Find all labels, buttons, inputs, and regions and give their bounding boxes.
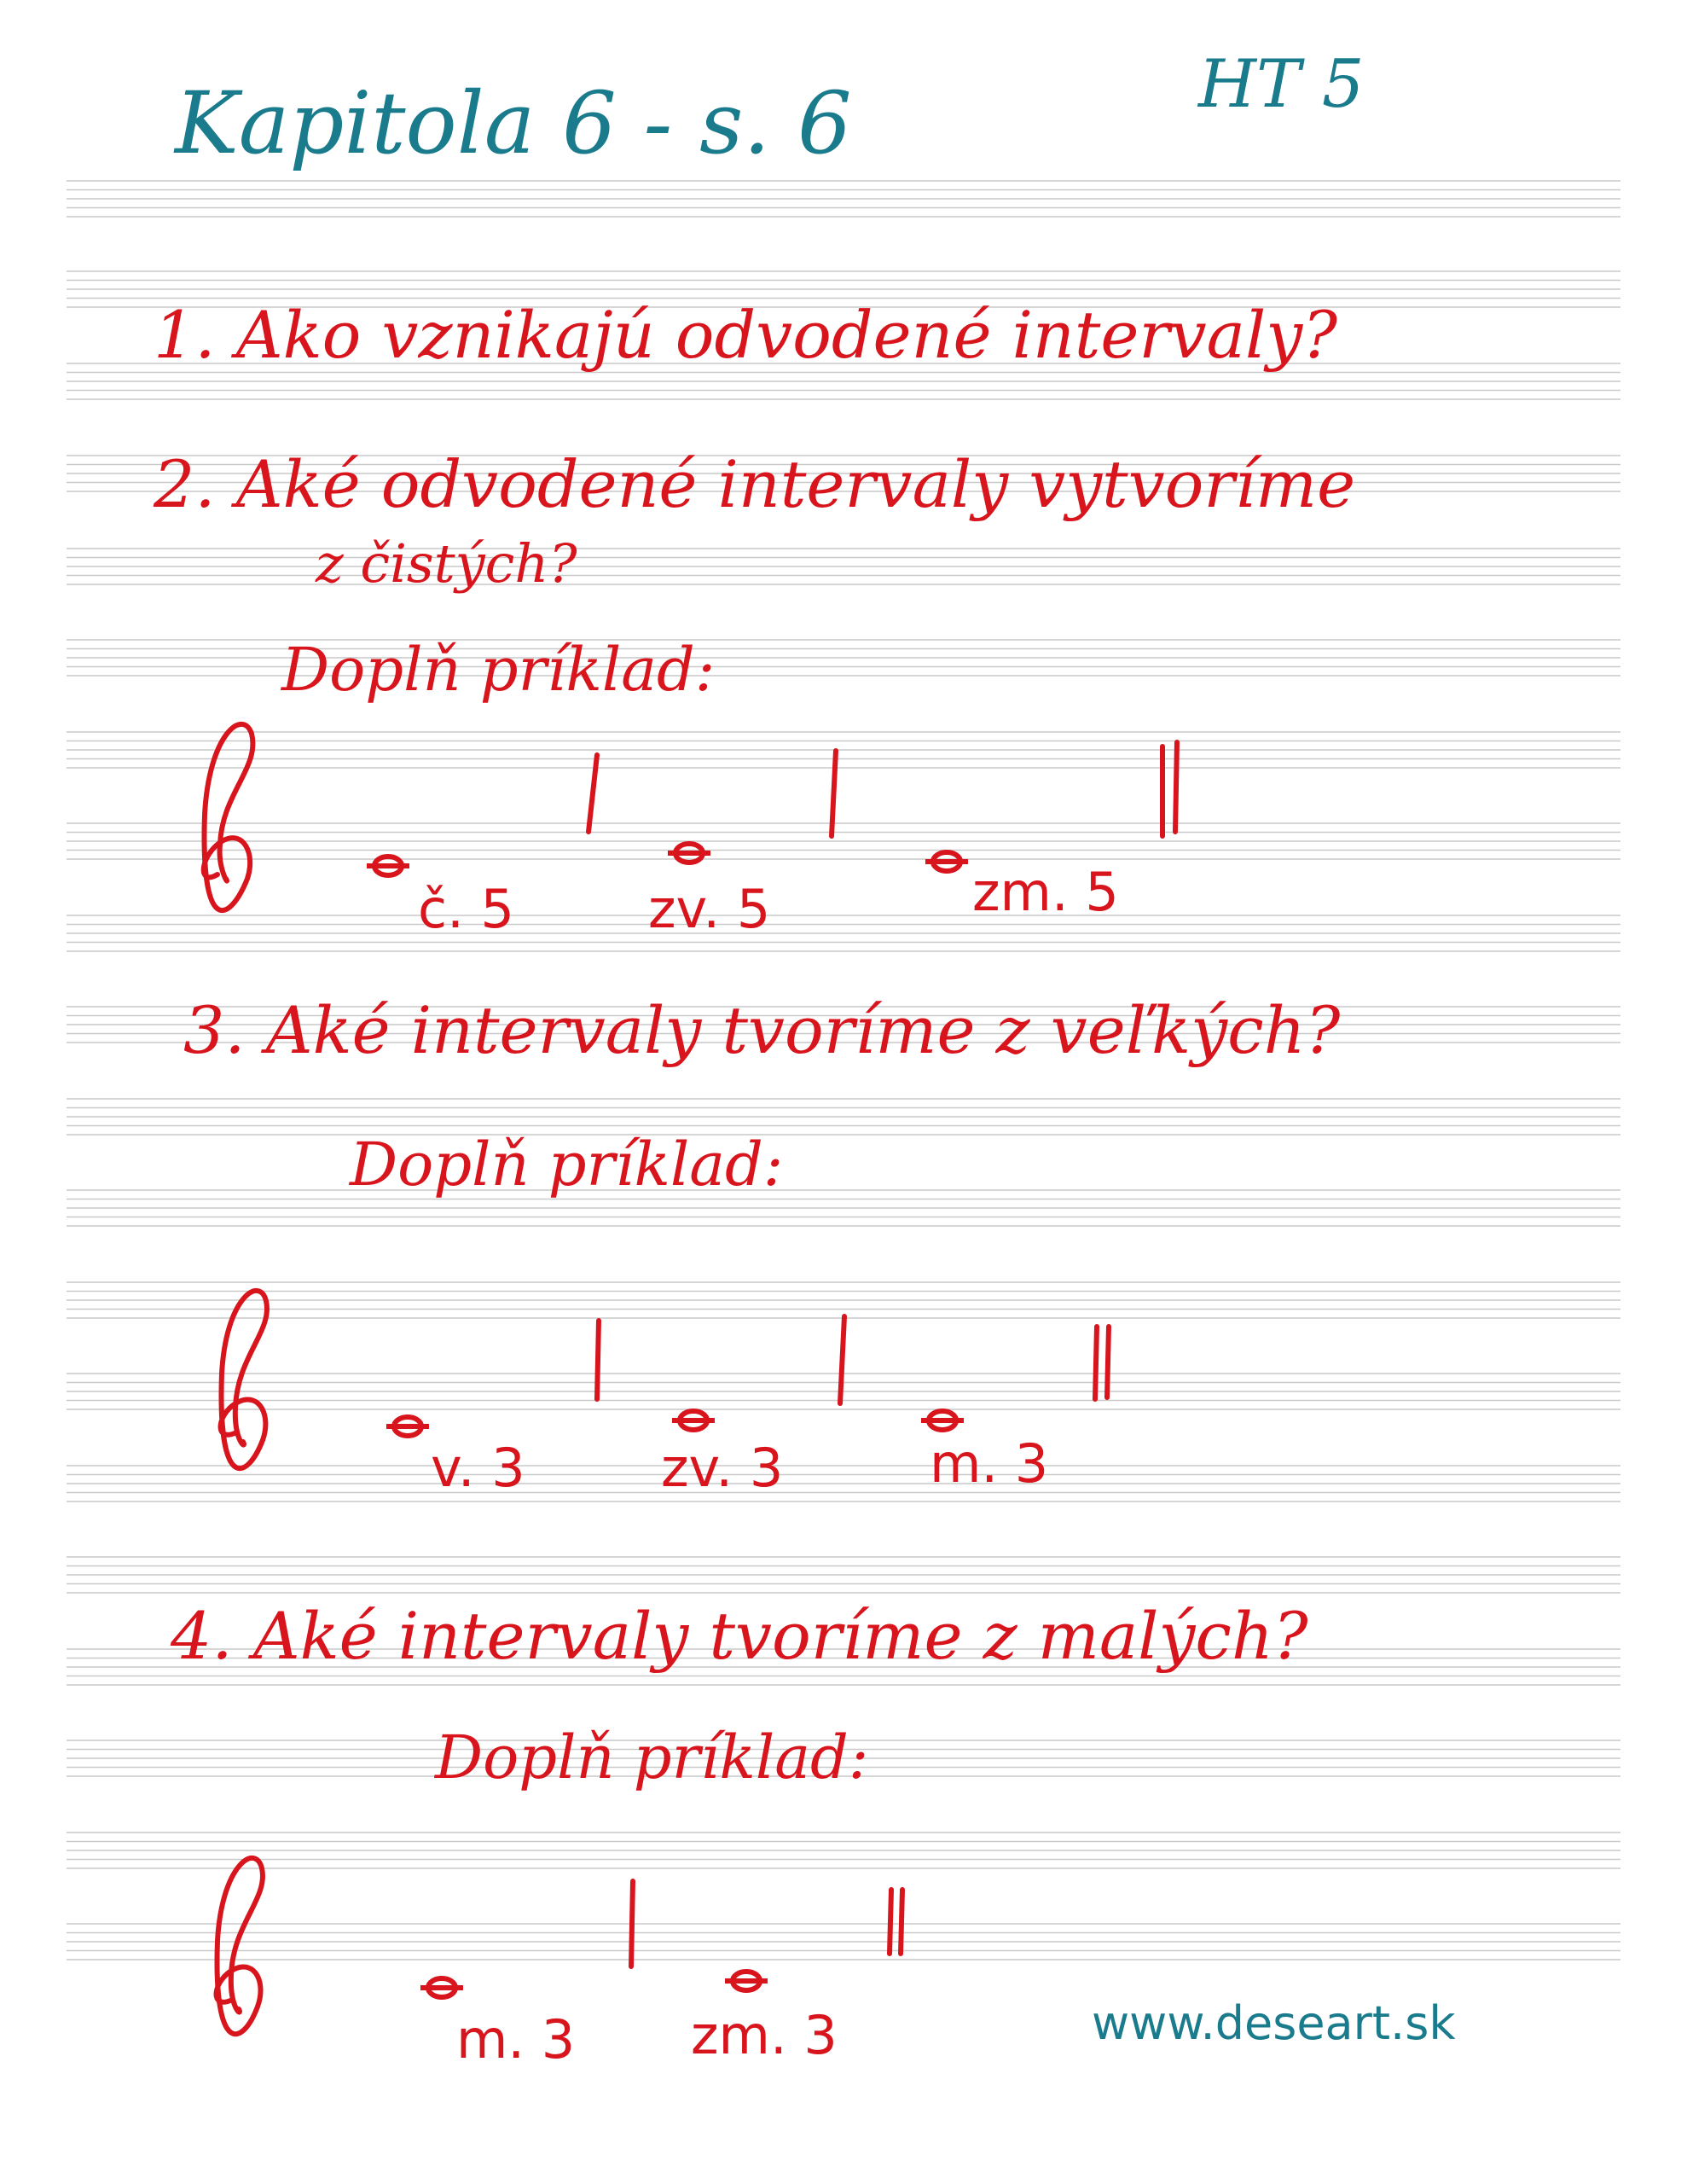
website-link[interactable]: www.deseart.sk [1092,1996,1456,2050]
question-2-continuation: z čistých? [316,532,577,595]
question-4 [171,1598,1308,1674]
interval-label: č. 5 [418,878,514,940]
page-title: Kapitola 6 - s. 6 [175,73,852,173]
exercise-prompt: Doplň príklad: [281,635,716,705]
exercise-prompt: Doplň príklad: [350,1130,784,1199]
treble-clef-icon [204,724,253,910]
question-text: Aké intervaly tvoríme z malých? [252,1598,1308,1674]
question-number: 1. [154,297,216,373]
question-3 [183,992,1341,1068]
treble-clef-icon [217,1858,263,2034]
barline [597,1316,1109,1403]
question-1 [154,297,1337,373]
interval-label: zv. 3 [661,1437,784,1499]
question-number: 3. [183,992,246,1068]
interval-label: zm. 5 [972,861,1119,923]
question-number: 4. [171,1598,233,1674]
barline [631,1881,902,1966]
question-2 [154,446,1356,522]
exercise-prompt: Doplň príklad: [435,1722,869,1792]
interval-label: m. 3 [930,1432,1049,1495]
question-text: Ako vznikajú odvodené intervaly? [235,297,1337,373]
page-code: HT 5 [1198,46,1365,123]
question-text: Aké odvodené intervaly vytvoríme [235,446,1356,522]
question-text: Aké intervaly tvoríme z veľkých? [265,992,1341,1068]
treble-clef-icon [221,1291,267,1468]
question-number: 2. [154,446,216,522]
barline [588,742,1177,836]
interval-label: m. 3 [456,2008,576,2071]
interval-label: zv. 5 [648,878,771,940]
interval-label: v. 3 [431,1437,525,1499]
interval-label: zm. 3 [691,2004,838,2066]
